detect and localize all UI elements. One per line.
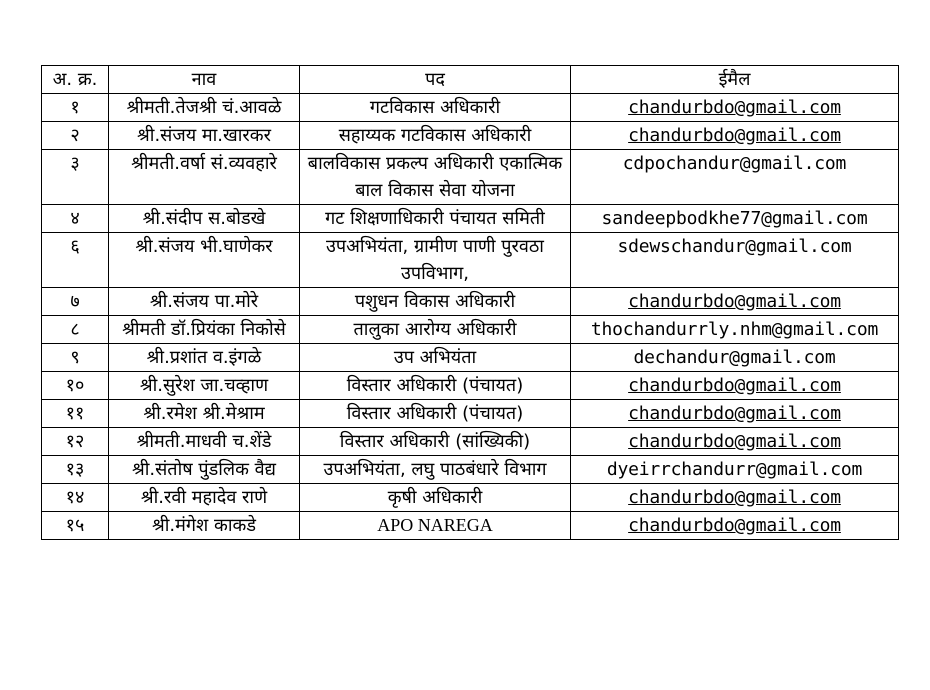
table-row	[42, 372, 899, 400]
table-header-row	[42, 66, 899, 94]
table-row	[42, 288, 899, 316]
row-post-title-cell: बालविकास प्रकल्प अधिकारी एकात्मिक बाल विकास सेवा योजना	[300, 150, 571, 205]
table-row	[42, 512, 899, 540]
row-post-title-cell: विस्तार अधिकारी (पंचायत)	[300, 372, 571, 400]
row-post-title-cell: विस्तार अधिकारी (पंचायत)	[300, 400, 571, 428]
row-officer-name-cell: श्रीमती.माधवी च.शेंडे	[109, 428, 300, 456]
email-link: sdewschandur@gmail.com	[617, 236, 852, 257]
row-email-cell	[571, 233, 899, 288]
row-post-title-cell: गट शिक्षणाधिकारी पंचायत समिती	[300, 205, 571, 233]
row-email-cell	[571, 94, 899, 122]
row-serial-number-cell: ७	[42, 288, 109, 316]
row-officer-name-cell: श्रीमती.वर्षा सं.व्यवहारे	[109, 150, 300, 205]
row-email-cell	[571, 344, 899, 372]
row-officer-name-cell: श्री.मंगेश काकडे	[109, 512, 300, 540]
row-serial-number-cell: ३	[42, 150, 109, 205]
row-post-title-cell: गटविकास अधिकारी	[300, 94, 571, 122]
row-serial-number-cell: २	[42, 122, 109, 150]
email-link[interactable]: chandurbdo@gmail.com	[628, 431, 841, 452]
row-email-cell	[571, 512, 899, 540]
table-row	[42, 456, 899, 484]
table-row	[42, 428, 899, 456]
row-officer-name-cell: श्रीमती.तेजश्री चं.आवळे	[109, 94, 300, 122]
row-serial-number-cell: ९	[42, 344, 109, 372]
email-link[interactable]: chandurbdo@gmail.com	[628, 487, 841, 508]
email-link: dyeirrchandurr@gmail.com	[606, 459, 863, 480]
row-officer-name-cell: श्री.सुरेश जा.चव्हाण	[109, 372, 300, 400]
row-officer-name-cell: श्री.संजय मा.खारकर	[109, 122, 300, 150]
row-serial-number-cell: १५	[42, 512, 109, 540]
row-email-cell	[571, 288, 899, 316]
table-body	[42, 94, 899, 540]
row-officer-name-cell: श्री.रमेश श्री.मेश्राम	[109, 400, 300, 428]
email-link[interactable]: chandurbdo@gmail.com	[628, 375, 841, 396]
row-post-title-cell: उप अभियंता	[300, 344, 571, 372]
row-post-title-cell: कृषी अधिकारी	[300, 484, 571, 512]
row-email-cell	[571, 150, 899, 205]
staff-contact-table	[41, 65, 899, 540]
email-link: thochandurrly.nhm@gmail.com	[590, 319, 879, 340]
row-email-cell	[571, 428, 899, 456]
row-officer-name-cell: श्री.संदीप स.बोडखे	[109, 205, 300, 233]
row-post-title-cell: उपअभियंता, लघु पाठबंधारे विभाग	[300, 456, 571, 484]
row-serial-number-cell: ८	[42, 316, 109, 344]
row-email-cell	[571, 484, 899, 512]
row-post-title-cell: APO NAREGA	[300, 512, 571, 540]
row-email-cell	[571, 400, 899, 428]
row-officer-name-cell: श्री.संजय पा.मोरे	[109, 288, 300, 316]
header-post: पद	[300, 66, 571, 94]
email-link[interactable]: chandurbdo@gmail.com	[628, 403, 841, 424]
row-post-title-cell: पशुधन विकास अधिकारी	[300, 288, 571, 316]
email-link: cdpochandur@gmail.com	[622, 153, 847, 174]
row-email-cell	[571, 205, 899, 233]
row-officer-name-cell: श्रीमती डॉ.प्रियंका निकोसे	[109, 316, 300, 344]
row-email-cell	[571, 122, 899, 150]
table-row	[42, 205, 899, 233]
email-link[interactable]: chandurbdo@gmail.com	[628, 97, 841, 118]
header-email: ईमैल	[571, 66, 899, 94]
email-link[interactable]: chandurbdo@gmail.com	[628, 291, 841, 312]
row-officer-name-cell: श्री.रवी महादेव राणे	[109, 484, 300, 512]
row-serial-number-cell: १३	[42, 456, 109, 484]
row-post-title-cell: विस्तार अधिकारी (सांख्यिकी)	[300, 428, 571, 456]
row-serial-number-cell: ११	[42, 400, 109, 428]
table-row	[42, 233, 899, 288]
row-serial-number-cell: १२	[42, 428, 109, 456]
row-post-title-cell: तालुका आरोग्य अधिकारी	[300, 316, 571, 344]
email-link: sandeepbodkhe77@gmail.com	[601, 208, 868, 229]
row-email-cell	[571, 316, 899, 344]
row-serial-number-cell: ६	[42, 233, 109, 288]
row-serial-number-cell: १	[42, 94, 109, 122]
table-row	[42, 484, 899, 512]
table-row	[42, 400, 899, 428]
table-row	[42, 122, 899, 150]
row-email-cell	[571, 372, 899, 400]
row-serial-number-cell: १०	[42, 372, 109, 400]
table-row	[42, 94, 899, 122]
row-officer-name-cell: श्री.संजय भी.घाणेकर	[109, 233, 300, 288]
header-serial-number: अ. क्र.	[42, 66, 109, 94]
row-email-cell	[571, 456, 899, 484]
row-serial-number-cell: ४	[42, 205, 109, 233]
row-officer-name-cell: श्री.प्रशांत व.इंगळे	[109, 344, 300, 372]
row-post-title-cell: सहाय्यक गटविकास अधिकारी	[300, 122, 571, 150]
header-name: नाव	[109, 66, 300, 94]
row-post-title-cell: उपअभियंता, ग्रामीण पाणी पुरवठा उपविभाग,	[300, 233, 571, 288]
table-row	[42, 344, 899, 372]
table-row	[42, 150, 899, 205]
email-link[interactable]: chandurbdo@gmail.com	[628, 515, 841, 536]
table-row	[42, 316, 899, 344]
email-link: dechandur@gmail.com	[633, 347, 836, 368]
row-serial-number-cell: १४	[42, 484, 109, 512]
email-link[interactable]: chandurbdo@gmail.com	[628, 125, 841, 146]
row-officer-name-cell: श्री.संतोष पुंडलिक वैद्य	[109, 456, 300, 484]
